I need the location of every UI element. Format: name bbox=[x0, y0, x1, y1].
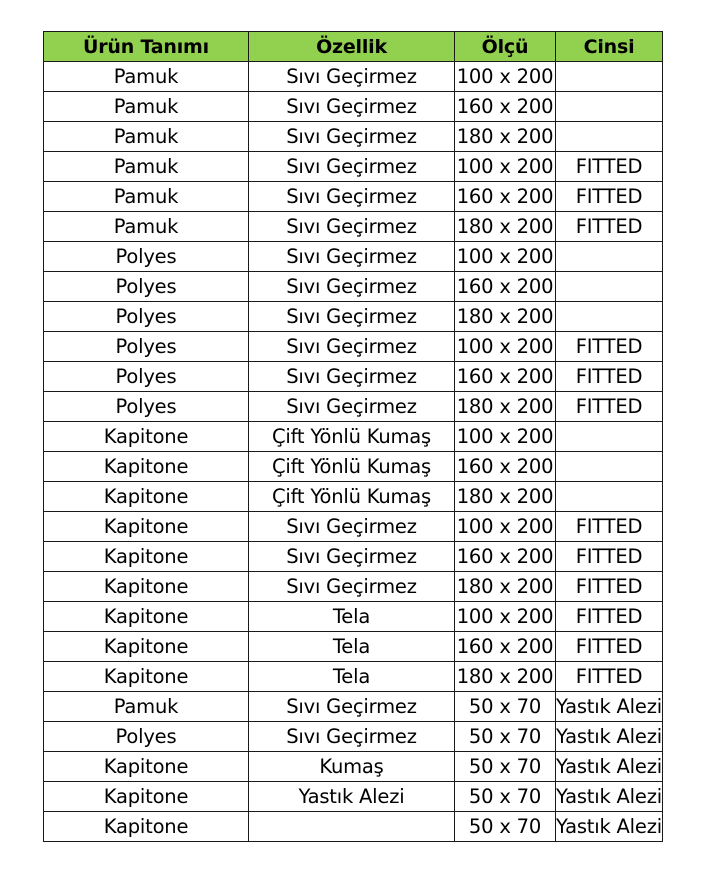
urun-tanimi-cell[interactable]: Polyes bbox=[44, 302, 249, 332]
urun-tanimi-cell[interactable]: Kapitone bbox=[44, 482, 249, 512]
cinsi-cell[interactable] bbox=[556, 302, 663, 332]
urun-tanimi-cell[interactable]: Pamuk bbox=[44, 182, 249, 212]
urun-tanimi-cell[interactable]: Kapitone bbox=[44, 632, 249, 662]
ozellik-cell[interactable]: Sıvı Geçirmez bbox=[249, 212, 455, 242]
ozellik-cell[interactable]: Tela bbox=[249, 602, 455, 632]
urun-tanimi-cell[interactable]: Polyes bbox=[44, 332, 249, 362]
urun-tanimi-cell[interactable]: Kapitone bbox=[44, 662, 249, 692]
urun-tanimi-cell[interactable]: Kapitone bbox=[44, 422, 249, 452]
olcu-cell[interactable]: 160 x 200 bbox=[455, 362, 556, 392]
olcu-cell[interactable]: 180 x 200 bbox=[455, 212, 556, 242]
ozellik-cell[interactable]: Sıvı Geçirmez bbox=[249, 182, 455, 212]
cinsi-cell[interactable]: FITTED bbox=[556, 212, 663, 242]
olcu-cell[interactable]: 100 x 200 bbox=[455, 332, 556, 362]
ozellik-cell[interactable]: Sıvı Geçirmez bbox=[249, 512, 455, 542]
table-row bbox=[44, 62, 663, 92]
urun-tanimi-cell[interactable]: Pamuk bbox=[44, 92, 249, 122]
ozellik-cell[interactable]: Sıvı Geçirmez bbox=[249, 392, 455, 422]
urun-tanimi-cell[interactable]: Kapitone bbox=[44, 602, 249, 632]
urun-tanimi-cell[interactable]: Kapitone bbox=[44, 512, 249, 542]
urun-tanimi-cell[interactable]: Pamuk bbox=[44, 152, 249, 182]
olcu-cell[interactable]: 160 x 200 bbox=[455, 632, 556, 662]
cinsi-cell[interactable] bbox=[556, 62, 663, 92]
olcu-cell[interactable]: 180 x 200 bbox=[455, 572, 556, 602]
table-row bbox=[44, 212, 663, 242]
cinsi-cell[interactable] bbox=[556, 242, 663, 272]
urun-tanimi-cell[interactable]: Pamuk bbox=[44, 62, 249, 92]
urun-tanimi-cell[interactable]: Kapitone bbox=[44, 542, 249, 572]
cinsi-cell[interactable] bbox=[556, 452, 663, 482]
olcu-cell[interactable]: 160 x 200 bbox=[455, 92, 556, 122]
urun-tanimi-cell[interactable]: Kapitone bbox=[44, 452, 249, 482]
cinsi-cell[interactable]: FITTED bbox=[556, 152, 663, 182]
urun-tanimi-cell[interactable]: Kapitone bbox=[44, 752, 249, 782]
ozellik-cell[interactable]: Çift Yönlü Kumaş bbox=[249, 452, 455, 482]
table-row bbox=[44, 542, 663, 572]
header-cell-ozellik[interactable]: Özellik bbox=[249, 32, 455, 62]
urun-tanimi-cell[interactable]: Kapitone bbox=[44, 812, 249, 842]
table-row bbox=[44, 92, 663, 122]
olcu-cell[interactable]: 100 x 200 bbox=[455, 242, 556, 272]
olcu-cell[interactable]: 180 x 200 bbox=[455, 302, 556, 332]
olcu-cell[interactable]: 160 x 200 bbox=[455, 272, 556, 302]
ozellik-cell[interactable]: Sıvı Geçirmez bbox=[249, 542, 455, 572]
cinsi-cell[interactable]: Yastık Alezi bbox=[556, 782, 663, 812]
cinsi-cell[interactable]: FITTED bbox=[556, 182, 663, 212]
table-row bbox=[44, 812, 663, 842]
table-row bbox=[44, 782, 663, 812]
table-row bbox=[44, 692, 663, 722]
ozellik-cell[interactable]: Sıvı Geçirmez bbox=[249, 62, 455, 92]
table-row bbox=[44, 152, 663, 182]
table-row bbox=[44, 272, 663, 302]
ozellik-cell[interactable]: Sıvı Geçirmez bbox=[249, 332, 455, 362]
urun-tanimi-cell[interactable]: Kapitone bbox=[44, 572, 249, 602]
ozellik-cell[interactable]: Sıvı Geçirmez bbox=[249, 92, 455, 122]
ozellik-cell[interactable]: Sıvı Geçirmez bbox=[249, 272, 455, 302]
olcu-cell[interactable]: 180 x 200 bbox=[455, 662, 556, 692]
cinsi-cell[interactable]: FITTED bbox=[556, 332, 663, 362]
table-row bbox=[44, 122, 663, 152]
cinsi-cell[interactable] bbox=[556, 422, 663, 452]
ozellik-cell[interactable]: Sıvı Geçirmez bbox=[249, 242, 455, 272]
ozellik-cell[interactable]: Tela bbox=[249, 662, 455, 692]
cinsi-cell[interactable]: FITTED bbox=[556, 632, 663, 662]
table-row bbox=[44, 482, 663, 512]
table-row bbox=[44, 452, 663, 482]
cinsi-cell[interactable]: FITTED bbox=[556, 542, 663, 572]
header-cell-urun-tanimi[interactable]: Ürün Tanımı bbox=[44, 32, 249, 62]
header-cell-cinsi[interactable]: Cinsi bbox=[556, 32, 663, 62]
urun-tanimi-cell[interactable]: Polyes bbox=[44, 242, 249, 272]
ozellik-cell[interactable]: Çift Yönlü Kumaş bbox=[249, 482, 455, 512]
ozellik-cell[interactable]: Sıvı Geçirmez bbox=[249, 572, 455, 602]
olcu-cell[interactable]: 180 x 200 bbox=[455, 482, 556, 512]
urun-tanimi-cell[interactable]: Polyes bbox=[44, 362, 249, 392]
olcu-cell[interactable]: 100 x 200 bbox=[455, 62, 556, 92]
cinsi-cell[interactable]: Yastık Alezi bbox=[556, 722, 663, 752]
table-row bbox=[44, 242, 663, 272]
ozellik-cell[interactable]: Kumaş bbox=[249, 752, 455, 782]
table-row bbox=[44, 752, 663, 782]
table-row bbox=[44, 722, 663, 752]
urun-tanimi-cell[interactable]: Pamuk bbox=[44, 122, 249, 152]
urun-tanimi-cell[interactable]: Polyes bbox=[44, 392, 249, 422]
cinsi-cell[interactable]: Yastık Alezi bbox=[556, 752, 663, 782]
olcu-cell[interactable]: 160 x 200 bbox=[455, 452, 556, 482]
table-row bbox=[44, 362, 663, 392]
ozellik-cell[interactable]: Sıvı Geçirmez bbox=[249, 362, 455, 392]
table-row bbox=[44, 332, 663, 362]
header-cell-olcu[interactable]: Ölçü bbox=[455, 32, 556, 62]
cinsi-cell[interactable] bbox=[556, 272, 663, 302]
cinsi-cell[interactable]: FITTED bbox=[556, 392, 663, 422]
urun-tanimi-cell[interactable]: Pamuk bbox=[44, 212, 249, 242]
table-body bbox=[44, 62, 663, 842]
ozellik-cell[interactable]: Sıvı Geçirmez bbox=[249, 302, 455, 332]
cinsi-cell[interactable]: FITTED bbox=[556, 602, 663, 632]
table-row bbox=[44, 182, 663, 212]
olcu-cell[interactable]: 100 x 200 bbox=[455, 512, 556, 542]
table-row bbox=[44, 662, 663, 692]
urun-tanimi-cell[interactable]: Polyes bbox=[44, 722, 249, 752]
ozellik-cell[interactable]: Sıvı Geçirmez bbox=[249, 722, 455, 752]
olcu-cell[interactable]: 50 x 70 bbox=[455, 692, 556, 722]
table-row bbox=[44, 572, 663, 602]
cinsi-cell[interactable]: FITTED bbox=[556, 362, 663, 392]
ozellik-cell[interactable]: Çift Yönlü Kumaş bbox=[249, 422, 455, 452]
olcu-cell[interactable]: 100 x 200 bbox=[455, 422, 556, 452]
cinsi-cell[interactable]: FITTED bbox=[556, 572, 663, 602]
ozellik-cell[interactable]: Sıvı Geçirmez bbox=[249, 122, 455, 152]
cinsi-cell[interactable] bbox=[556, 92, 663, 122]
urun-tanimi-cell[interactable]: Polyes bbox=[44, 272, 249, 302]
olcu-cell[interactable]: 50 x 70 bbox=[455, 722, 556, 752]
olcu-cell[interactable]: 100 x 200 bbox=[455, 602, 556, 632]
table-row bbox=[44, 632, 663, 662]
olcu-cell[interactable]: 160 x 200 bbox=[455, 542, 556, 572]
ozellik-cell[interactable] bbox=[249, 812, 455, 842]
cinsi-cell[interactable] bbox=[556, 122, 663, 152]
cinsi-cell[interactable] bbox=[556, 482, 663, 512]
olcu-cell[interactable]: 180 x 200 bbox=[455, 392, 556, 422]
olcu-cell[interactable]: 160 x 200 bbox=[455, 182, 556, 212]
urun-tanimi-cell[interactable]: Kapitone bbox=[44, 782, 249, 812]
header-row bbox=[44, 32, 663, 62]
olcu-cell[interactable]: 50 x 70 bbox=[455, 752, 556, 782]
cinsi-cell[interactable]: FITTED bbox=[556, 662, 663, 692]
table-row bbox=[44, 302, 663, 332]
ozellik-cell[interactable]: Yastık Alezi bbox=[249, 782, 455, 812]
cinsi-cell[interactable]: FITTED bbox=[556, 512, 663, 542]
table-row bbox=[44, 392, 663, 422]
ozellik-cell[interactable]: Sıvı Geçirmez bbox=[249, 152, 455, 182]
table-row bbox=[44, 512, 663, 542]
olcu-cell[interactable]: 50 x 70 bbox=[455, 812, 556, 842]
cinsi-cell[interactable]: Yastık Alezi bbox=[556, 812, 663, 842]
ozellik-cell[interactable]: Sıvı Geçirmez bbox=[249, 692, 455, 722]
product-table bbox=[43, 31, 663, 842]
ozellik-cell[interactable]: Tela bbox=[249, 632, 455, 662]
table-row bbox=[44, 422, 663, 452]
olcu-cell[interactable]: 50 x 70 bbox=[455, 782, 556, 812]
olcu-cell[interactable]: 180 x 200 bbox=[455, 122, 556, 152]
olcu-cell[interactable]: 100 x 200 bbox=[455, 152, 556, 182]
urun-tanimi-cell[interactable]: Pamuk bbox=[44, 692, 249, 722]
table-row bbox=[44, 602, 663, 632]
cinsi-cell[interactable]: Yastık Alezi bbox=[556, 692, 663, 722]
